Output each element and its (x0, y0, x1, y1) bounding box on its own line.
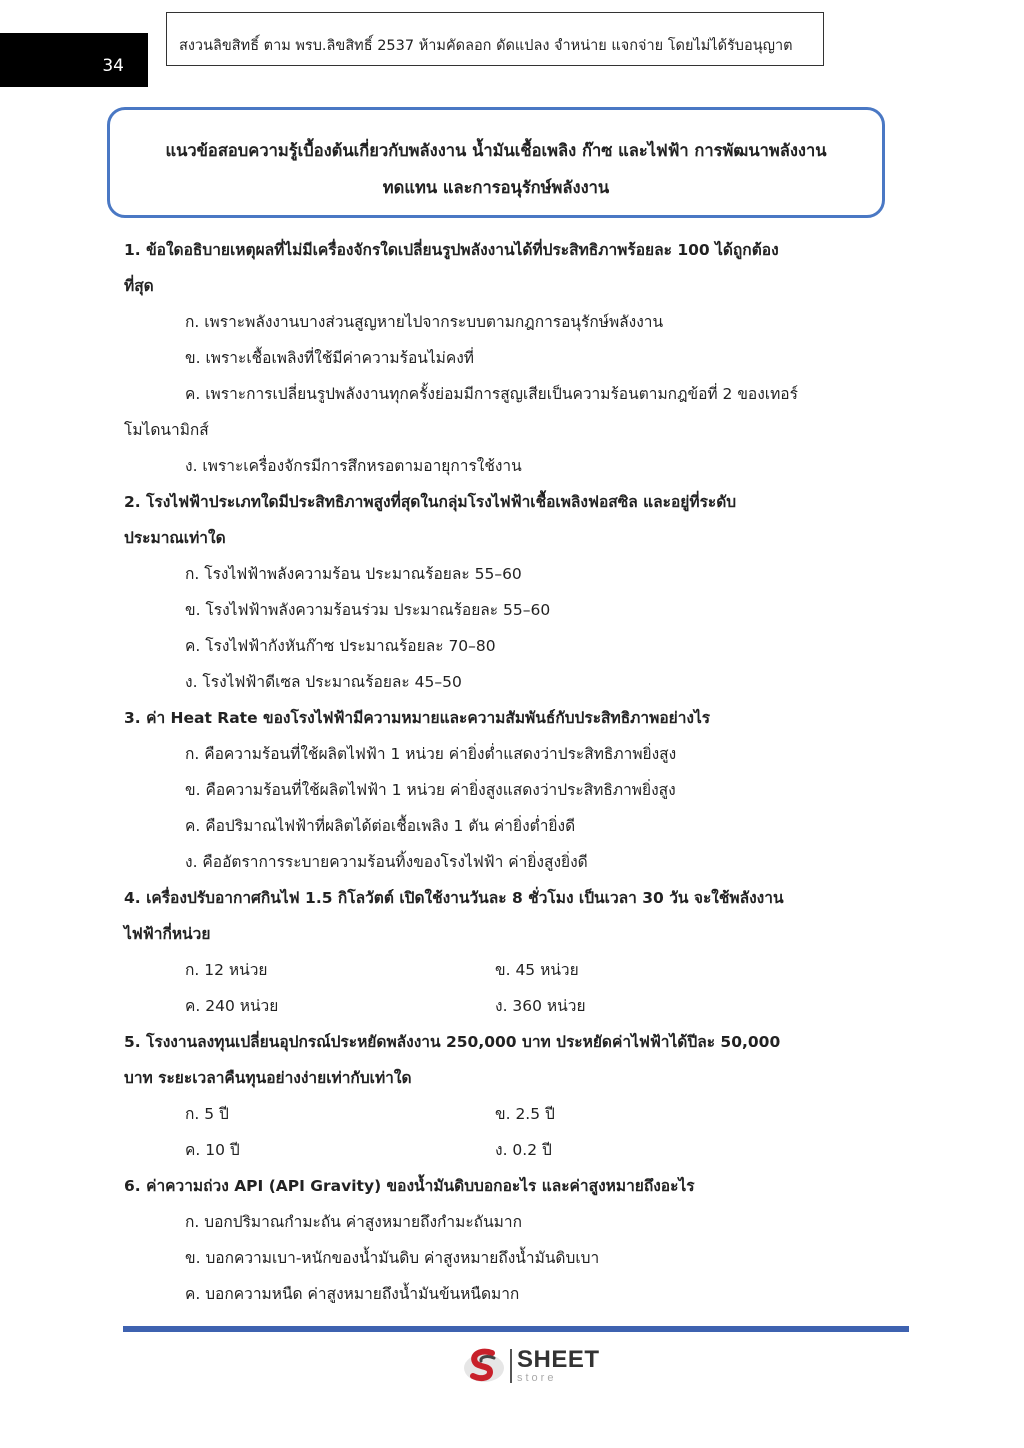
question-1: 1. ข้อใดอธิบายเหตุผลที่ไม่มีเครื่องจักรใดเปลี่ยนรูปพลังงานได้ที่ประสิทธิภาพร้อยละ 100 ได้ถูกต้อง (124, 241, 779, 259)
q2-option-b: ข. โรงไฟฟ้าพลังความร้อนร่วม ประมาณร้อยละ 55–60 (185, 601, 551, 619)
q5-options-row-1 (124, 1096, 884, 1132)
q3-option-a: ก. คือความร้อนที่ใช้ผลิตไฟฟ้า 1 หน่วย ค่ายิ่งต่ำแสดงว่าประสิทธิภาพยิ่งสูง (185, 745, 677, 763)
q5-options-row-2 (124, 1132, 884, 1168)
q2-option-a: ก. โรงไฟฟ้าพลังความร้อน ประมาณร้อยละ 55–60 (185, 565, 522, 583)
q1-option-b: ข. เพราะเชื้อเพลิงที่ใช้มีค่าความร้อนไม่คงที่ (185, 349, 475, 367)
q4-option-d: ง. 360 หน่วย (495, 997, 586, 1015)
question-6: 6. ค่าความถ่วง API (API Gravity) ของน้ำมันดิบบอกอะไร และค่าสูงหมายถึงอะไร (124, 1177, 695, 1195)
copyright-notice: สงวนลิขสิทธิ์ ตาม พรบ.ลิขสิทธิ์ 2537 ห้ามคัดลอก ดัดแปลง จำหน่าย แจกจ่าย โดยไม่ได้รับอนุญาต (166, 12, 824, 66)
logo-wordmark (517, 1348, 600, 1384)
q3-option-d: ง. คืออัตราการระบายความร้อนทิ้งของโรงไฟฟ้า ค่ายิ่งสูงยิ่งดี (185, 853, 588, 871)
q4-option-a: ก. 12 หน่วย (185, 961, 268, 979)
question-list (124, 232, 884, 1312)
question-2-cont: ประมาณเท่าใด (124, 529, 226, 547)
q4-options-row-2 (124, 988, 884, 1024)
page-number: 34 (102, 56, 124, 76)
question-5: 5. โรงงานลงทุนเปลี่ยนอุปกรณ์ประหยัดพลังงาน 250,000 บาท ประหยัดค่าไฟฟ้าได้ปีละ 50,000 (124, 1033, 781, 1051)
q6-option-a: ก. บอกปริมาณกำมะถัน ค่าสูงหมายถึงกำมะถันมาก (185, 1213, 522, 1231)
question-4: 4. เครื่องปรับอากาศกินไฟ 1.5 กิโลวัตต์ เปิดใช้งานวันละ 8 ชั่วโมง เป็นเวลา 30 วัน จะใช้พลังงาน (124, 889, 784, 907)
q2-option-d: ง. โรงไฟฟ้าดีเซล ประมาณร้อยละ 45–50 (185, 673, 462, 691)
q4-option-b: ข. 45 หน่วย (495, 961, 579, 979)
question-2: 2. โรงไฟฟ้าประเภทใดมีประสิทธิภาพสูงที่สุดในกลุ่มโรงไฟฟ้าเชื้อเพลิงฟอสซิล และอยู่ที่ระดับ (124, 493, 737, 511)
q6-option-c: ค. บอกความหนืด ค่าสูงหมายถึงน้ำมันข้นหนืดมาก (185, 1285, 520, 1303)
q6-option-b: ข. บอกความเบา-หนักของน้ำมันดิบ ค่าสูงหมายถึงน้ำมันดิบเบา (185, 1249, 600, 1267)
q4-option-c: ค. 240 หน่วย (185, 997, 279, 1015)
q1-option-c: ค. เพราะการเปลี่ยนรูปพลังงานทุกครั้งย่อมมีการสูญเสียเป็นความร้อนตามกฎข้อที่ 2 ของเทอร์ (185, 385, 798, 403)
footer-divider (123, 1326, 909, 1332)
logo-text-sheet: SHEET (517, 1346, 600, 1373)
q4-options-row-1 (124, 952, 884, 988)
section-title-line2: ทดแทน และการอนุรักษ์พลังงาน (382, 178, 610, 197)
q1-option-d: ง. เพราะเครื่องจักรมีการสึกหรอตามอายุการใช้งาน (185, 457, 522, 475)
logo-divider (510, 1349, 512, 1383)
question-3: 3. ค่า Heat Rate ของโรงไฟฟ้ามีความหมายและความสัมพันธ์กับประสิทธิภาพอย่างไร (124, 709, 711, 727)
question-5-cont: บาท ระยะเวลาคืนทุนอย่างง่ายเท่ากับเท่าใด (124, 1069, 412, 1087)
section-title-line1: แนวข้อสอบความรู้เบื้องต้นเกี่ยวกับพลังงาน น้ำมันเชื้อเพลิง ก๊าซ และไฟฟ้า การพัฒนาพลังงาน (165, 141, 827, 160)
q5-option-d: ง. 0.2 ปี (495, 1141, 552, 1159)
sheet-store-logo-icon (462, 1344, 506, 1388)
q5-option-c: ค. 10 ปี (185, 1141, 240, 1159)
q1-option-a: ก. เพราะพลังงานบางส่วนสูญหายไปจากระบบตามกฎการอนุรักษ์พลังงาน (185, 313, 664, 331)
logo-text-store: store (517, 1372, 557, 1384)
q3-option-b: ข. คือความร้อนที่ใช้ผลิตไฟฟ้า 1 หน่วย ค่ายิ่งสูงแสดงว่าประสิทธิภาพยิ่งสูง (185, 781, 676, 799)
q3-option-c: ค. คือปริมาณไฟฟ้าที่ผลิตได้ต่อเชื้อเพลิง 1 ตัน ค่ายิ่งต่ำยิ่งดี (185, 817, 576, 835)
question-4-cont: ไฟฟ้ากี่หน่วย (124, 925, 211, 943)
section-title-box (107, 107, 885, 218)
q2-option-c: ค. โรงไฟฟ้ากังหันก๊าซ ประมาณร้อยละ 70–80 (185, 637, 496, 655)
question-1-cont: ที่สุด (124, 277, 154, 295)
q5-option-b: ข. 2.5 ปี (495, 1105, 555, 1123)
sheet-store-logo (462, 1344, 600, 1388)
q5-option-a: ก. 5 ปี (185, 1105, 229, 1123)
q1-option-c-cont: โมไดนามิกส์ (124, 421, 209, 439)
